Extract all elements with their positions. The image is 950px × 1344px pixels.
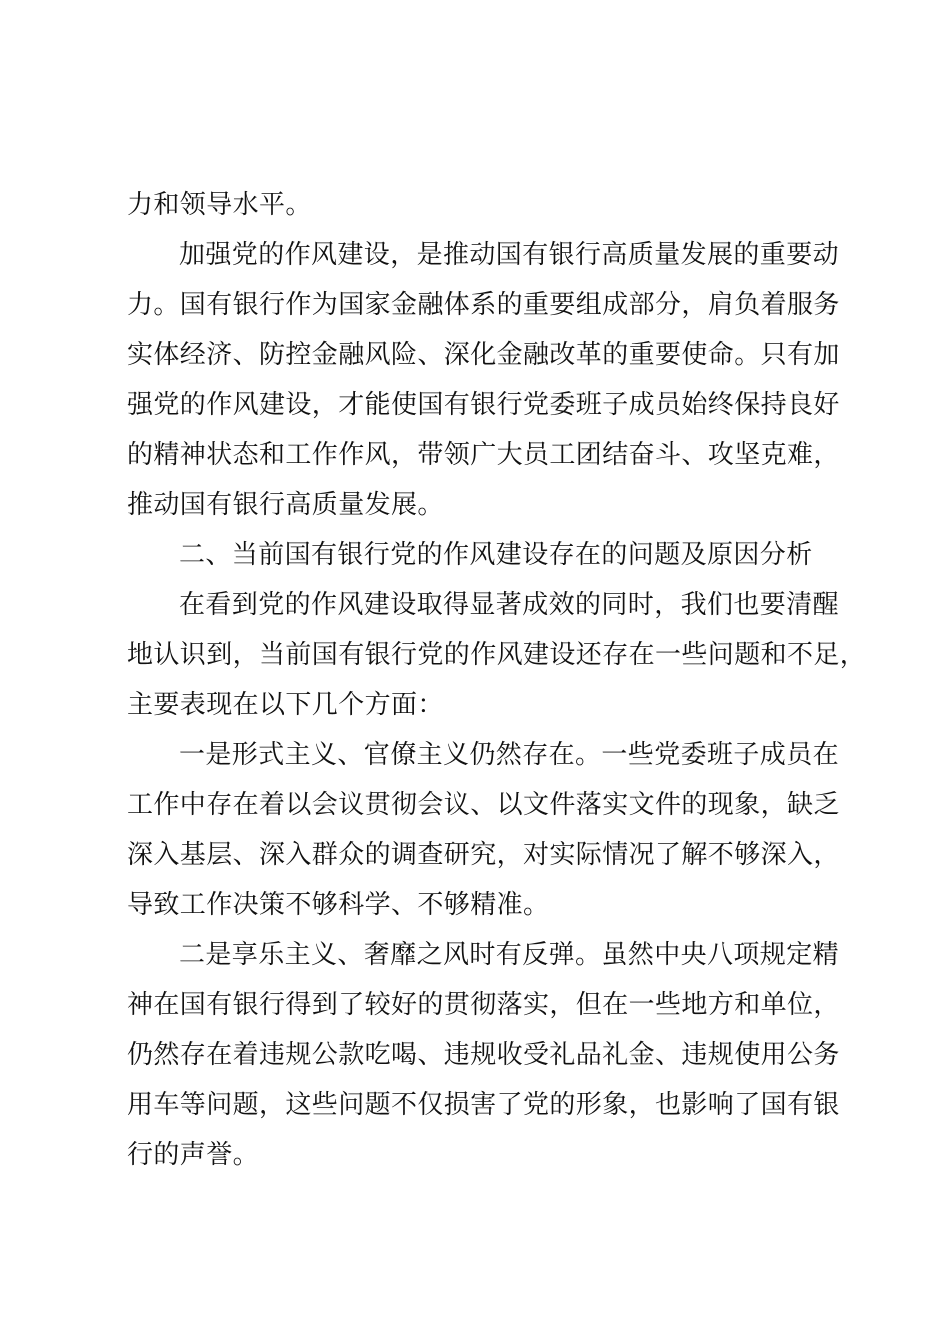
text-line: 力。国有银行作为国家金融体系的重要组成部分，肩负着服务 — [127, 290, 840, 320]
text-line: 的精神状态和工作作风，带领广大员工团结奋斗、攻坚克难， — [127, 440, 840, 470]
text-line: 行的声誉。 — [127, 1140, 260, 1170]
text-line: 神在国有银行得到了较好的贯彻落实，但在一些地方和单位， — [127, 990, 840, 1020]
text-line: 导致工作决策不够科学、不够精准。 — [127, 890, 550, 920]
text-line: 仍然存在着违规公款吃喝、违规收受礼品礼金、违规使用公务 — [127, 1040, 840, 1070]
text-line: 力和领导水平。 — [127, 190, 312, 220]
text-line: 地认识到，当前国有银行党的作风建设还存在一些问题和不足， — [127, 640, 867, 670]
text-line: 用车等问题，这些问题不仅损害了党的形象，也影响了国有银 — [127, 1090, 840, 1120]
paragraph-start-line: 二是享乐主义、奢靡之风时有反弹。虽然中央八项规定精 — [179, 940, 840, 970]
paragraph-start-line: 一是形式主义、官僚主义仍然存在。一些党委班子成员在 — [179, 740, 840, 770]
paragraph-start-line: 加强党的作风建设，是推动国有银行高质量发展的重要动 — [179, 240, 840, 270]
section-heading: 二、当前国有银行党的作风建设存在的问题及原因分析 — [179, 540, 813, 570]
text-line: 实体经济、防控金融风险、深化金融改革的重要使命。只有加 — [127, 340, 840, 370]
text-line: 推动国有银行高质量发展。 — [127, 490, 444, 520]
text-line: 深入基层、深入群众的调查研究，对实际情况了解不够深入， — [127, 840, 840, 870]
text-line: 工作中存在着以会议贯彻会议、以文件落实文件的现象，缺乏 — [127, 790, 840, 820]
text-line: 强党的作风建设，才能使国有银行党委班子成员始终保持良好 — [127, 390, 840, 420]
text-line: 主要表现在以下几个方面： — [127, 690, 444, 720]
paragraph-start-line: 在看到党的作风建设取得显著成效的同时，我们也要清醒 — [179, 590, 840, 620]
